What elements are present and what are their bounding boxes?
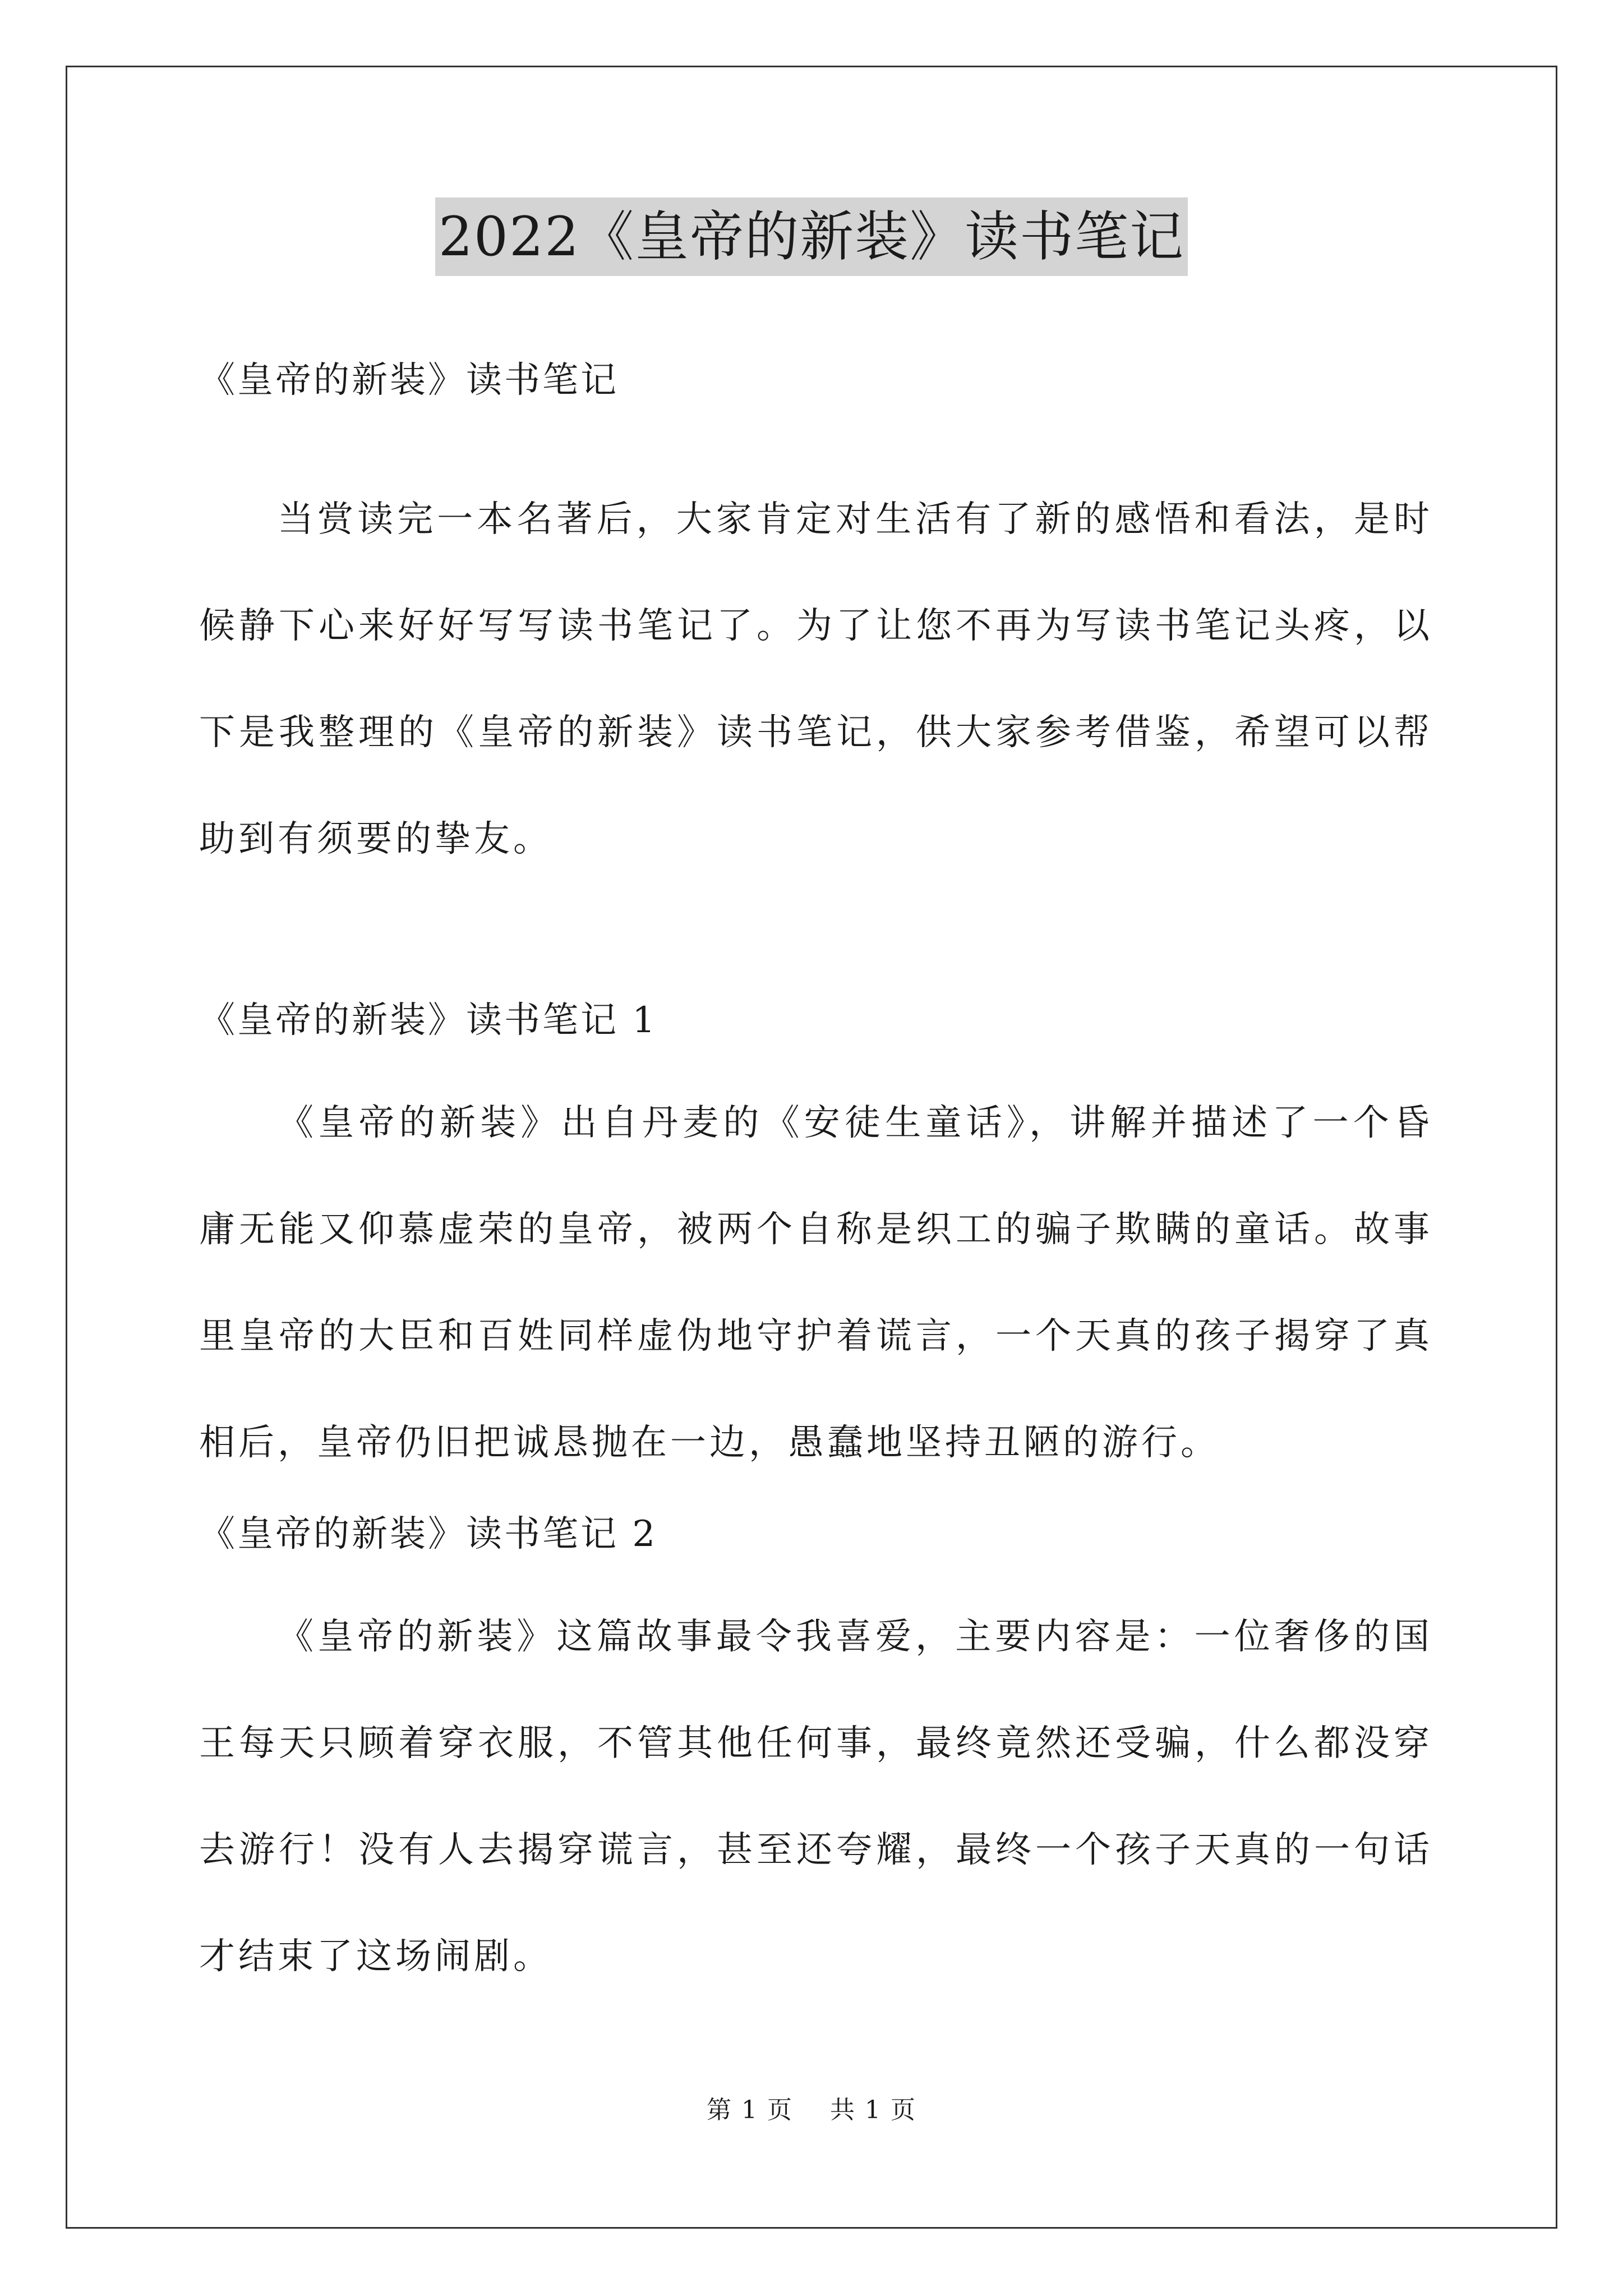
intro-heading: 《皇帝的新装》读书笔记 bbox=[199, 360, 619, 401]
section2-heading: 《皇帝的新装》读书笔记 2 bbox=[199, 1513, 658, 1555]
section2-paragraph: 《皇帝的新装》这篇故事最令我喜爱，主要内容是：一位奢侈的国王每天只顾着穿衣服，不管其他任何事，最终竟然还受骗，什么都没穿去游行！没有人去揭穿谎言，甚至还夸耀，最终一个孩子天真的一句话才结束了这场闹剧。 bbox=[199, 1616, 1433, 1977]
section1-heading: 《皇帝的新装》读书笔记 1 bbox=[199, 1000, 658, 1041]
document-body bbox=[199, 303, 1433, 2010]
page-total: 共 1 页 bbox=[830, 2096, 916, 2124]
page-number: 第 1 页 bbox=[707, 2096, 793, 2124]
title-container bbox=[0, 197, 1623, 276]
document-title: 2022《皇帝的新装》读书笔记 bbox=[435, 197, 1188, 276]
intro-paragraph: 当赏读完一本名著后，大家肯定对生活有了新的感悟和看法，是时候静下心来好好写写读书笔记了。为了让您不再为写读书笔记头疼，以下是我整理的《皇帝的新装》读书笔记，供大家参考借鉴，希望可以帮助到有须要的挚友。 bbox=[199, 499, 1433, 860]
page-footer bbox=[0, 2090, 1623, 2125]
section1-paragraph: 《皇帝的新装》出自丹麦的《安徒生童话》，讲解并描述了一个昏庸无能又仰慕虚荣的皇帝，被两个自称是织工的骗子欺瞒的童话。故事里皇帝的大臣和百姓同样虚伪地守护着谎言，一个天真的孩子揭穿了真相后，皇帝仍旧把诚恳抛在一边，愚蠢地坚持丑陋的游行。 bbox=[199, 1102, 1433, 1464]
